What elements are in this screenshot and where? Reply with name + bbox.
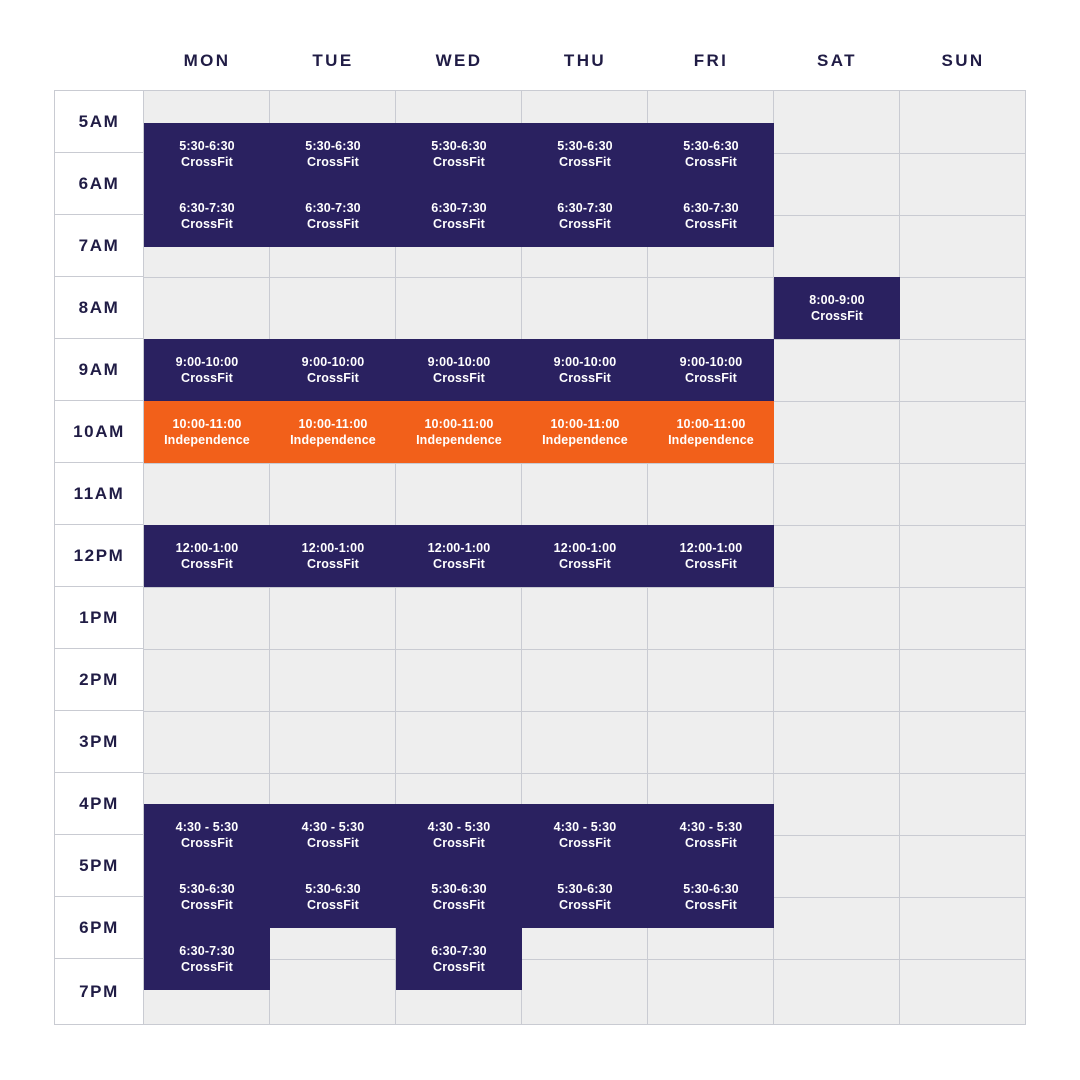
event-name: CrossFit (559, 898, 611, 912)
event-block[interactable] (648, 123, 774, 185)
event-block[interactable] (270, 123, 396, 185)
hour-label-9am: 9AM (55, 339, 143, 401)
event-block[interactable] (270, 185, 396, 247)
event-time: 5:30-6:30 (431, 881, 487, 896)
event-name: CrossFit (433, 155, 485, 169)
event-time: 9:00-10:00 (679, 354, 743, 369)
day-header-sun: SUN (941, 51, 985, 70)
event-time: 5:30-6:30 (179, 138, 235, 153)
event-block[interactable] (774, 277, 900, 339)
event-time: 5:30-6:30 (557, 881, 613, 896)
event-block[interactable] (144, 123, 270, 185)
event-name: CrossFit (811, 309, 863, 323)
event-block[interactable] (648, 804, 774, 866)
event-time: 5:30-6:30 (179, 881, 235, 896)
event-name: CrossFit (181, 557, 233, 571)
event-time: 9:00-10:00 (175, 354, 239, 369)
day-column-sat (774, 91, 900, 1024)
event-time: 6:30-7:30 (431, 943, 487, 958)
event-time: 10:00-11:00 (424, 416, 494, 431)
event-block[interactable] (270, 401, 396, 463)
event-block[interactable] (396, 401, 522, 463)
event-time: 9:00-10:00 (427, 354, 491, 369)
event-block[interactable] (522, 339, 648, 401)
event-name: CrossFit (433, 960, 485, 974)
event-block[interactable] (396, 185, 522, 247)
hour-label-1pm: 1PM (55, 587, 143, 649)
event-time: 12:00-1:00 (301, 540, 365, 555)
event-time: 5:30-6:30 (305, 881, 361, 896)
event-time: 8:00-9:00 (809, 292, 865, 307)
event-time: 12:00-1:00 (679, 540, 743, 555)
grid-row-line (144, 463, 1025, 464)
event-block[interactable] (144, 339, 270, 401)
hour-label-5pm: 5PM (55, 835, 143, 897)
event-block[interactable] (270, 804, 396, 866)
event-time: 5:30-6:30 (305, 138, 361, 153)
event-block[interactable] (144, 804, 270, 866)
day-header-row (54, 36, 1026, 86)
event-time: 4:30 - 5:30 (427, 819, 491, 834)
hour-label-11am: 11AM (55, 463, 143, 525)
event-block[interactable] (648, 525, 774, 587)
hour-label-4pm: 4PM (55, 773, 143, 835)
event-name: CrossFit (181, 898, 233, 912)
event-block[interactable] (648, 866, 774, 928)
day-header-wed: WED (435, 51, 483, 70)
grid-row-line (144, 959, 1025, 960)
event-time: 4:30 - 5:30 (301, 819, 365, 834)
day-header-sat: SAT (817, 51, 857, 70)
event-name: CrossFit (685, 217, 737, 231)
event-name: CrossFit (307, 217, 359, 231)
event-block[interactable] (648, 401, 774, 463)
event-name: CrossFit (685, 371, 737, 385)
hour-label-8am: 8AM (55, 277, 143, 339)
event-name: CrossFit (685, 557, 737, 571)
event-name: CrossFit (559, 557, 611, 571)
event-block[interactable] (144, 525, 270, 587)
event-block[interactable] (270, 339, 396, 401)
event-name: CrossFit (433, 836, 485, 850)
event-name: CrossFit (433, 371, 485, 385)
event-time: 6:30-7:30 (179, 943, 235, 958)
event-name: CrossFit (181, 155, 233, 169)
event-name: Independence (416, 433, 502, 447)
event-block[interactable] (396, 525, 522, 587)
event-name: CrossFit (685, 155, 737, 169)
event-time: 12:00-1:00 (553, 540, 617, 555)
event-name: CrossFit (307, 155, 359, 169)
event-time: 4:30 - 5:30 (553, 819, 617, 834)
hour-label-2pm: 2PM (55, 649, 143, 711)
event-time: 6:30-7:30 (683, 200, 739, 215)
event-time: 6:30-7:30 (305, 200, 361, 215)
day-header-mon: MON (183, 51, 231, 70)
day-column-sun (900, 91, 1025, 1024)
event-name: Independence (290, 433, 376, 447)
event-time: 5:30-6:30 (683, 138, 739, 153)
schedule-grid (54, 90, 1026, 1025)
event-name: Independence (668, 433, 754, 447)
event-block[interactable] (144, 928, 270, 990)
event-name: CrossFit (307, 898, 359, 912)
grid-row-line (144, 649, 1025, 650)
hour-label-5am: 5AM (55, 91, 143, 153)
event-block[interactable] (522, 866, 648, 928)
event-block[interactable] (144, 866, 270, 928)
event-block[interactable] (648, 185, 774, 247)
event-block[interactable] (648, 339, 774, 401)
event-block[interactable] (270, 525, 396, 587)
day-header-tue: TUE (312, 51, 354, 70)
event-name: CrossFit (433, 898, 485, 912)
event-time: 10:00-11:00 (550, 416, 620, 431)
day-header-fri: FRI (693, 51, 729, 70)
hour-label-10am: 10AM (55, 401, 143, 463)
event-name: CrossFit (307, 371, 359, 385)
event-name: CrossFit (559, 836, 611, 850)
event-block[interactable] (396, 928, 522, 990)
event-time: 6:30-7:30 (557, 200, 613, 215)
event-block[interactable] (522, 804, 648, 866)
event-time: 9:00-10:00 (301, 354, 365, 369)
event-time: 10:00-11:00 (172, 416, 242, 431)
event-name: CrossFit (559, 155, 611, 169)
hour-label-6am: 6AM (55, 153, 143, 215)
event-block[interactable] (396, 339, 522, 401)
event-time: 4:30 - 5:30 (679, 819, 743, 834)
event-name: Independence (164, 433, 250, 447)
event-name: CrossFit (559, 217, 611, 231)
event-name: CrossFit (181, 217, 233, 231)
hour-label-6pm: 6PM (55, 897, 143, 959)
event-time: 10:00-11:00 (676, 416, 746, 431)
event-name: CrossFit (685, 898, 737, 912)
grid-row-line (144, 711, 1025, 712)
event-time: 4:30 - 5:30 (175, 819, 239, 834)
event-name: CrossFit (181, 960, 233, 974)
event-block[interactable] (522, 123, 648, 185)
event-name: CrossFit (181, 371, 233, 385)
grid-row-line (144, 773, 1025, 774)
event-time: 5:30-6:30 (683, 881, 739, 896)
hour-label-7am: 7AM (55, 215, 143, 277)
event-block[interactable] (270, 866, 396, 928)
event-block[interactable] (522, 525, 648, 587)
event-name: CrossFit (433, 217, 485, 231)
event-name: CrossFit (559, 371, 611, 385)
event-name: CrossFit (307, 836, 359, 850)
event-name: Independence (542, 433, 628, 447)
event-time: 12:00-1:00 (427, 540, 491, 555)
event-block[interactable] (522, 401, 648, 463)
hour-label-3pm: 3PM (55, 711, 143, 773)
hour-label-7pm: 7PM (79, 982, 119, 1001)
event-name: CrossFit (685, 836, 737, 850)
event-block[interactable] (144, 401, 270, 463)
hour-label-12pm: 12PM (55, 525, 143, 587)
event-time: 12:00-1:00 (175, 540, 239, 555)
event-name: CrossFit (433, 557, 485, 571)
event-time: 6:30-7:30 (179, 200, 235, 215)
event-time: 9:00-10:00 (553, 354, 617, 369)
event-time: 10:00-11:00 (298, 416, 368, 431)
grid-row-line (144, 587, 1025, 588)
hour-label-column (55, 91, 144, 1024)
header-corner-spacer (54, 36, 144, 86)
event-block[interactable] (144, 185, 270, 247)
event-time: 5:30-6:30 (557, 138, 613, 153)
event-block[interactable] (522, 185, 648, 247)
event-name: CrossFit (307, 557, 359, 571)
day-header-thu: THU (563, 51, 607, 70)
event-time: 5:30-6:30 (431, 138, 487, 153)
event-time: 6:30-7:30 (431, 200, 487, 215)
event-block[interactable] (396, 804, 522, 866)
event-name: CrossFit (181, 836, 233, 850)
event-block[interactable] (396, 123, 522, 185)
event-block[interactable] (396, 866, 522, 928)
